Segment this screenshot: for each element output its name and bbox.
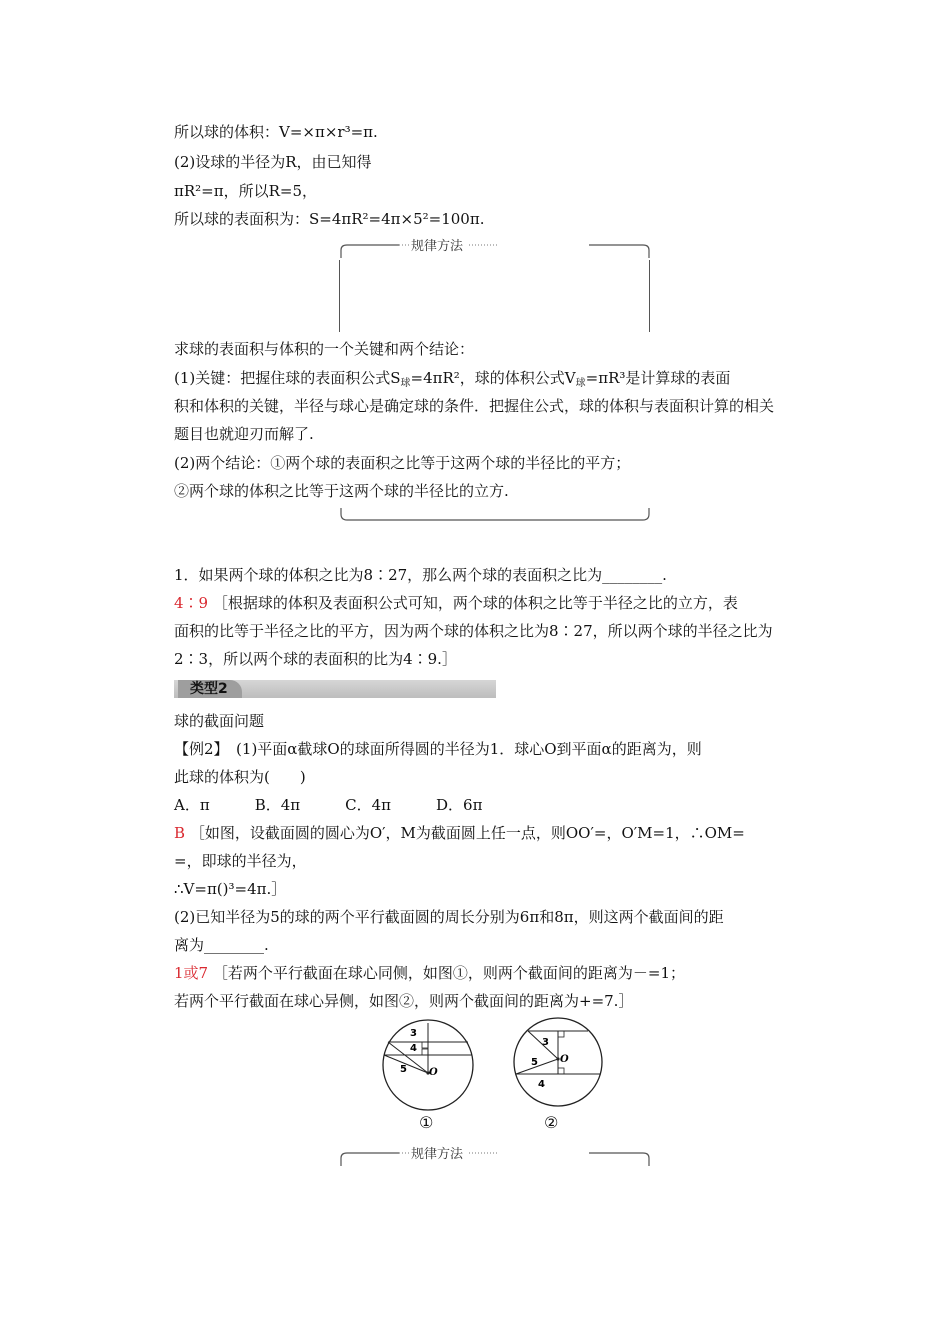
rule-box-top — [339, 238, 651, 260]
text-line: ∴V=π()³=4π.］ — [174, 880, 287, 898]
text-line: (1)关键：把握住球的表面积公式$S_球=4\pi R^2$，球的体积公式$V_球=\pi R^3$是计算球的表面 — [174, 369, 731, 389]
rule-box-title: 规律方法 — [411, 1147, 464, 1162]
text-line: 4∶9 ［根据球的体积及表面积公式可知，两个球的体积之比等于半径之比的立方，表 — [174, 594, 738, 612]
text-line: 积和体积的关键，半径与球心是确定球的条件．把握住公式，球的体积与表面积计算的相关 — [174, 397, 775, 415]
text-line: 【例2】 (1)平面α截球O的球面所得圆的半径为1．球心O到平面α的距离为，则 — [174, 740, 702, 758]
text-line: 1或7 ［若两个平行截面在球心同侧，如图①，则两个截面间的距离为－=1； — [174, 964, 685, 982]
text-line: 此球的体积为( ) — [174, 768, 306, 786]
answer-1: 4∶9 — [174, 594, 209, 612]
text-line: 若两个平行截面在球心异侧，如图②，则两个截面间的距离为+=7.］ — [174, 992, 634, 1010]
text-line: (2)两个结论：①两个球的表面积之比等于这两个球的半径比的平方； — [174, 454, 631, 472]
section-tag: 类型2 — [178, 680, 242, 698]
text-line: B ［如图，设截面圆的圆心为O′，M为截面圆上任一点，则OO′=，O′M=1，∴OM= — [174, 824, 745, 842]
text-line: (2)设球的半径为R，由已知得 — [174, 153, 372, 171]
text-line: ②两个球的体积之比等于这两个球的半径比的立方. — [174, 482, 509, 500]
text-line: (2)已知半径为5的球的两个平行截面圆的周长分别为6π和8π，则这两个截面间的距 — [174, 908, 724, 926]
rule-box-title: 规律方法 — [411, 239, 464, 254]
section-title: 球的截面问题 — [174, 712, 265, 730]
options: A．π B．4π C．4π D．6π — [174, 796, 483, 814]
svg-text:5: 5 — [400, 1064, 407, 1075]
text-line: 离为________. — [174, 936, 269, 954]
figure-1 — [380, 1017, 476, 1113]
text-line: πR²=π，所以R=5， — [174, 182, 317, 200]
text-line: 题目也就迎刃而解了. — [174, 425, 314, 443]
text-line: 所以球的表面积为：S=4πR²=4π×5²=100π. — [174, 210, 485, 228]
svg-text:O: O — [429, 1067, 438, 1078]
rule-box-left-edge — [339, 260, 340, 332]
question-1: 1．如果两个球的体积之比为8∶27，那么两个球的表面积之比为________. — [174, 566, 667, 584]
rule-box-top-2 — [339, 1146, 651, 1168]
figure-2-label: ② — [544, 1113, 559, 1132]
svg-text:4: 4 — [538, 1079, 545, 1090]
rule-box-bottom — [339, 506, 651, 524]
figure-1-label: ① — [419, 1113, 434, 1132]
text-line: 面积的比等于半径之比的平方，因为两个球的体积之比为8∶27，所以两个球的半径之比为 — [174, 622, 773, 640]
text-line: 求球的表面积与体积的一个关键和两个结论： — [174, 340, 475, 358]
svg-text:3: 3 — [542, 1037, 549, 1048]
figure-2 — [511, 1015, 605, 1109]
answer-ex2: B — [174, 824, 186, 842]
svg-text:O: O — [560, 1054, 569, 1065]
text-line: =，即球的半径为， — [174, 852, 307, 870]
svg-text:3: 3 — [410, 1028, 417, 1039]
rule-box-right-edge — [649, 260, 650, 332]
svg-text:5: 5 — [531, 1057, 538, 1068]
answer-ex2-2: 1或7 — [174, 964, 209, 982]
svg-text:4: 4 — [410, 1043, 417, 1054]
text-line: 所以球的体积：V=×π×r³=π. — [174, 123, 378, 141]
text-line: 2∶3，所以两个球的表面积的比为4∶9.］ — [174, 650, 457, 668]
